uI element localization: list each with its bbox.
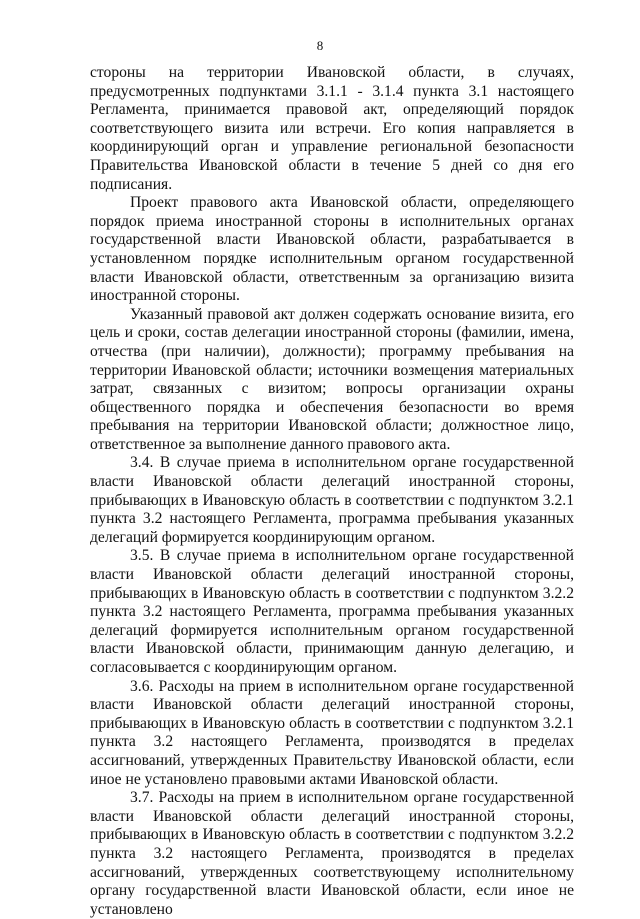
- page-number: 8: [316, 38, 324, 53]
- paragraph-3-6: 3.6. Расходы на прием в исполнительном органе государственной власти Ивановской области делегаций иностранной стороны, прибывающих в Ивановскую область в соответствии с подпунктом 3.2.1 пункта 3.2 настоящего Регламента, производятся в пределах ассигнований, утвержденных Правительству Ивановской области, если иное не установлено правовыми актами Ивановской области.: [90, 677, 574, 788]
- paragraph-3-4: 3.4. В случае приема в исполнительном органе государственной власти Ивановской области делегаций иностранной стороны, прибывающих в Ивановскую область в соответствии с подпунктом 3.2.1 пункта 3.2 настоящего Регламента, программа пребывания указанных делегаций формируется координирующим органом.: [90, 454, 574, 546]
- paragraph-continuation: стороны на территории Ивановской области, в случаях, предусмотренных подпунктами 3.1.1 - 3.1.4 пункта 3.1 настоящего Регламента, принимается правовой акт, определяющий порядок соответствующего визита или встречи. Его копия направляется в координирующий орган и управление региональной безопасности Правительства Ивановской области в течение 5 дней со дня его подписания.: [90, 64, 574, 193]
- body-text: [90, 64, 574, 919]
- paragraph-3-5: 3.5. В случае приема в исполнительном органе государственной власти Ивановской области делегаций иностранной стороны, прибывающих в Ивановскую область в соответствии с подпунктом 3.2.2 пункта 3.2 настоящего Регламента, программа пребывания указанных делегаций формируется исполнительным органом государственной власти Ивановской области, принимающим данную делегацию, и согласовывается с координирующим органом.: [90, 547, 574, 676]
- paragraph-draft-act: Проект правового акта Ивановской области, определяющего порядок приема иностранной стороны в исполнительных органах государственной власти Ивановской области, разрабатывается в установленном порядке исполнительным органом государственной власти Ивановской области, ответственным за организацию визита иностранной стороны.: [90, 194, 574, 305]
- paragraph-3-7: 3.7. Расходы на прием в исполнительном органе государственной власти Ивановской области делегаций иностранной стороны, прибывающих в Ивановскую область в соответствии с подпунктом 3.2.2 пункта 3.2 настоящего Регламента, производятся в пределах ассигнований, утвержденных соответствующему исполнительному органу государственной власти Ивановской области, если иное не установлено: [90, 789, 574, 918]
- paragraph-act-contents: Указанный правовой акт должен содержать основание визита, его цель и сроки, состав делегации иностранной стороны (фамилии, имена, отчества (при наличии), должности); программу пребывания на территории Ивановской области; источники возмещения материальных затрат, связанных с визитом; вопросы организации охраны общественного порядка и обеспечения безопасности во время пребывания на территории Ивановской области; должностное лицо, ответственное за выполнение данного правового акта.: [90, 305, 574, 453]
